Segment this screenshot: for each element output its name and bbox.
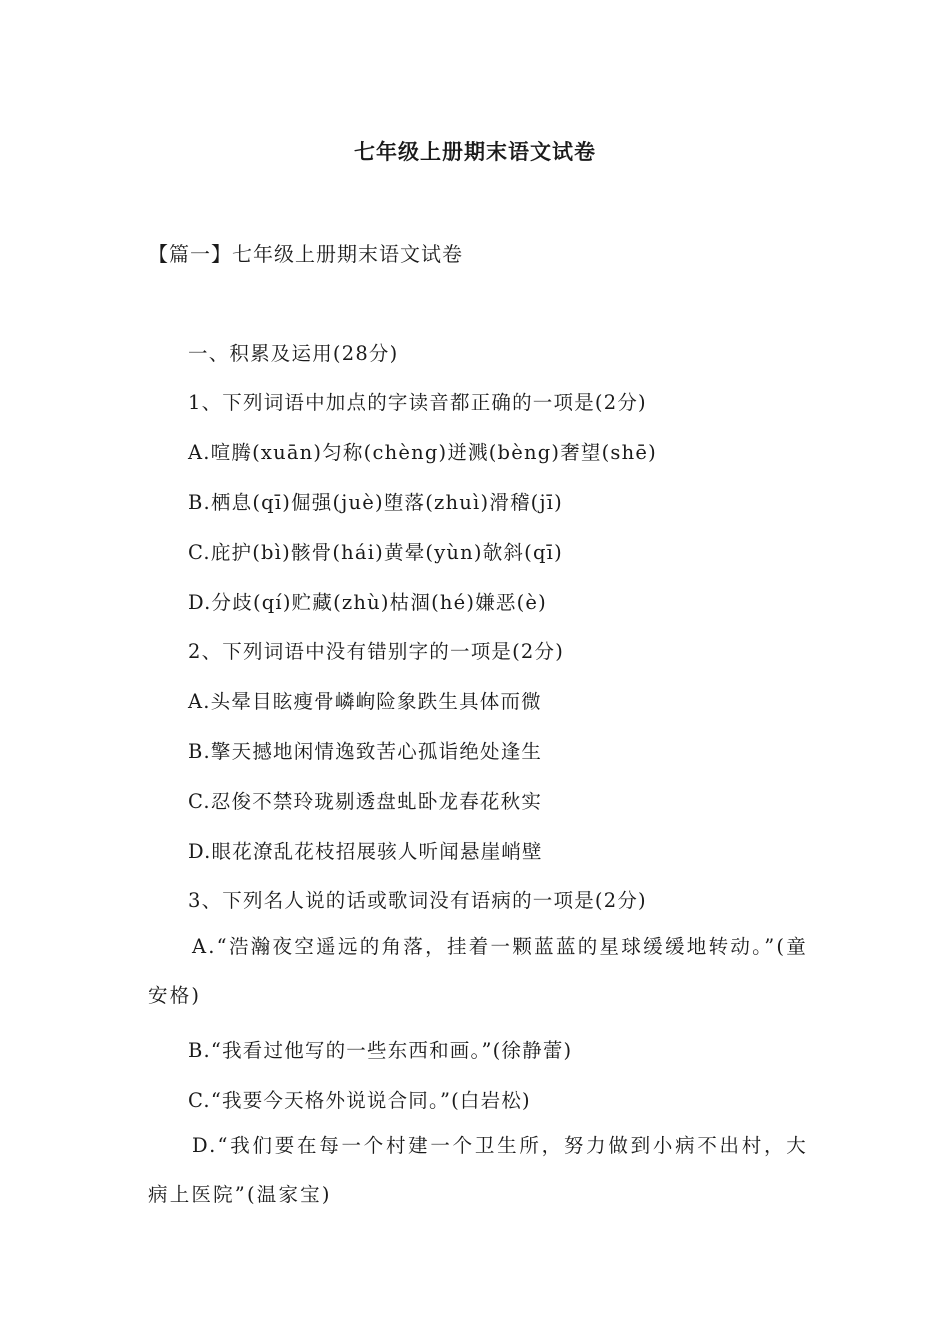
q2-option-b: B.擎天撼地闲情逸致苦心孤诣绝处逢生 <box>188 740 543 763</box>
q2-option-d: D.眼花潦乱花枝招展骇人听闻悬崖峭壁 <box>188 840 543 863</box>
q1-option-b: B.栖息(qī)倔强(juè)堕落(zhuì)滑稽(jī) <box>188 491 563 514</box>
section-heading: 【篇一】七年级上册期末语文试卷 <box>148 242 463 266</box>
q2-option-a: A.头晕目眩瘦骨嶙峋险象跌生具体而微 <box>188 690 542 713</box>
q1-option-c: C.庇护(bì)骸骨(hái)黄晕(yùn)欹斜(qī) <box>188 541 563 564</box>
question-1: 1、下列词语中加点的字读音都正确的一项是(2分) <box>188 391 647 414</box>
q1-option-a: A.喧腾(xuān)匀称(chèng)迸溅(bèng)奢望(shē) <box>188 441 657 464</box>
question-3: 3、下列名人说的话或歌词没有语病的一项是(2分) <box>188 889 647 912</box>
q1-option-d: D.分歧(qí)贮藏(zhù)枯涸(hé)嫌恶(è) <box>188 591 547 614</box>
q2-option-c: C.忍俊不禁玲珑剔透盘虬卧龙春花秋实 <box>188 790 543 813</box>
q3-option-d: D.“我们要在每一个村建一个卫生所，努力做到小病不出村，大病上医院”(温家宝) <box>148 1134 808 1206</box>
document-title: 七年级上册期末语文试卷 <box>354 140 596 164</box>
q3-option-a: A.“浩瀚夜空遥远的角落，挂着一颗蓝蓝的星球缓缓地转动。”(童安格) <box>148 935 808 1007</box>
part-heading: 一、积累及运用(28分) <box>188 342 399 365</box>
q3-option-c: C.“我要今天格外说说合同。”(白岩松) <box>188 1089 531 1112</box>
q3-option-b: B.“我看过他写的一些东西和画。”(徐静蕾) <box>188 1039 573 1062</box>
question-2: 2、下列词语中没有错别字的一项是(2分) <box>188 640 565 663</box>
